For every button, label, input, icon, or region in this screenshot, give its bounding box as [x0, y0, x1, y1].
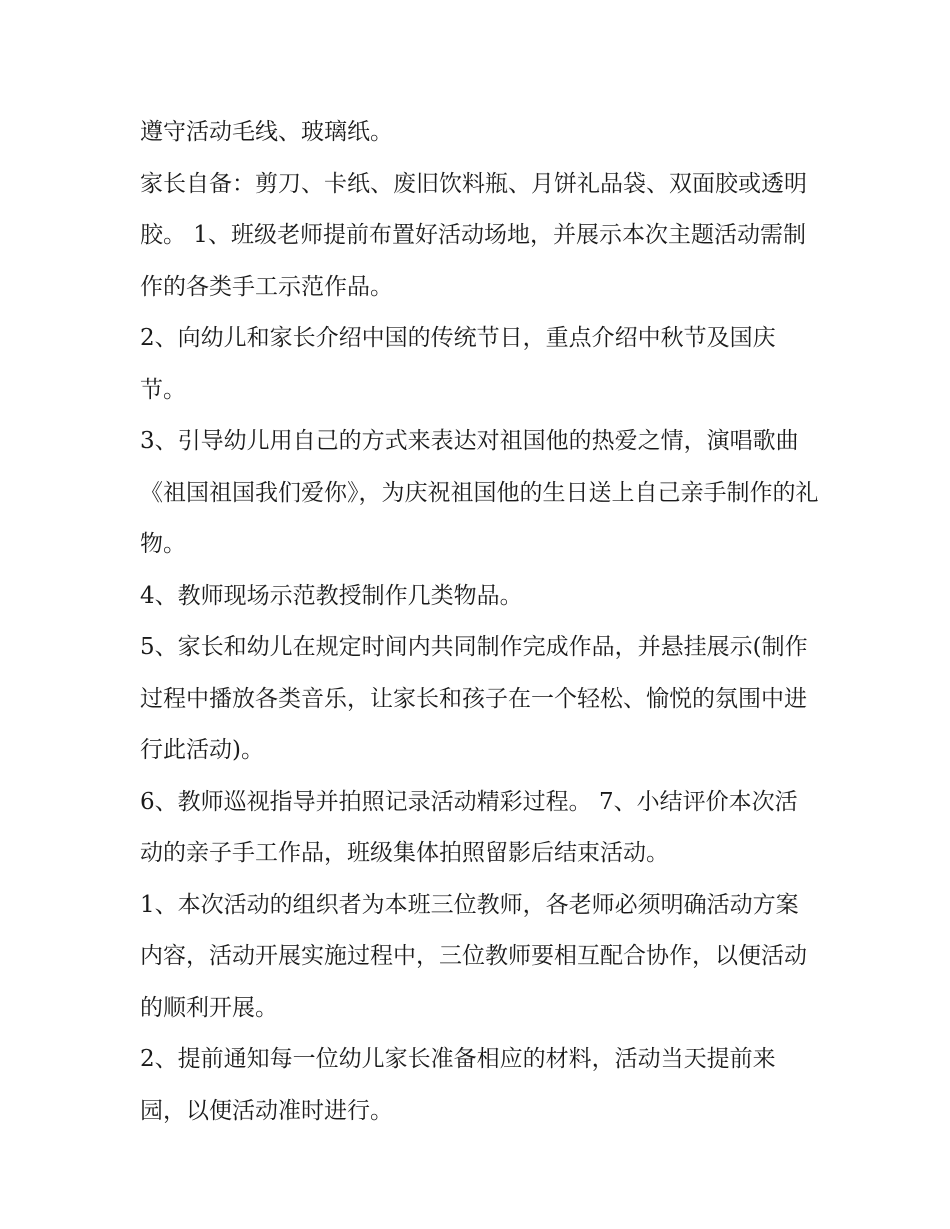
- paragraph-step-3: 3、引导幼儿用自己的方式来表达对祖国他的热爱之情，演唱歌曲《祖国祖国我们爱你》，为庆祝祖国他的生日送上自己亲手制作的礼物。: [140, 428, 819, 557]
- paragraph-step-4: 4、教师现场示范教授制作几类物品。: [140, 582, 523, 609]
- paragraph-note-2: 2、提前通知每一位幼儿家长准备相应的材料，活动当天提前来园，以便活动准时进行。: [140, 1046, 776, 1124]
- paragraph-parent-supplies: 家长自备：剪刀、卡纸、废旧饮料瓶、月饼礼品袋、双面胶或透明胶。 1、班级老师提前布置好活动场地，并展示本次主题活动需制作的各类手工示范作品。: [140, 170, 807, 300]
- document-body: [140, 107, 820, 1137]
- paragraph-note-1: 1、本次活动的组织者为本班三位教师，各老师必须明确活动方案内容，活动开展实施过程中，三位教师要相互配合协作，以便活动的顺利开展。: [140, 891, 807, 1021]
- paragraph-step-5: 5、家长和幼儿在规定时间内共同制作完成作品，并悬挂展示(制作过程中播放各类音乐，让家长和孩子在一个轻松、愉悦的氛围中进行此活动)。: [140, 634, 808, 763]
- paragraph-step-2: 2、向幼儿和家长介绍中国的传统节日，重点介绍中秋节及国庆节。: [140, 325, 776, 403]
- paragraph-materials: 遵守活动毛线、玻璃纸。: [140, 119, 393, 145]
- paragraph-step-6-7: 6、教师巡视指导并拍照记录活动精彩过程。 7、小结评价本次活动的亲子手工作品，班级集体拍照留影后结束活动。: [140, 788, 798, 866]
